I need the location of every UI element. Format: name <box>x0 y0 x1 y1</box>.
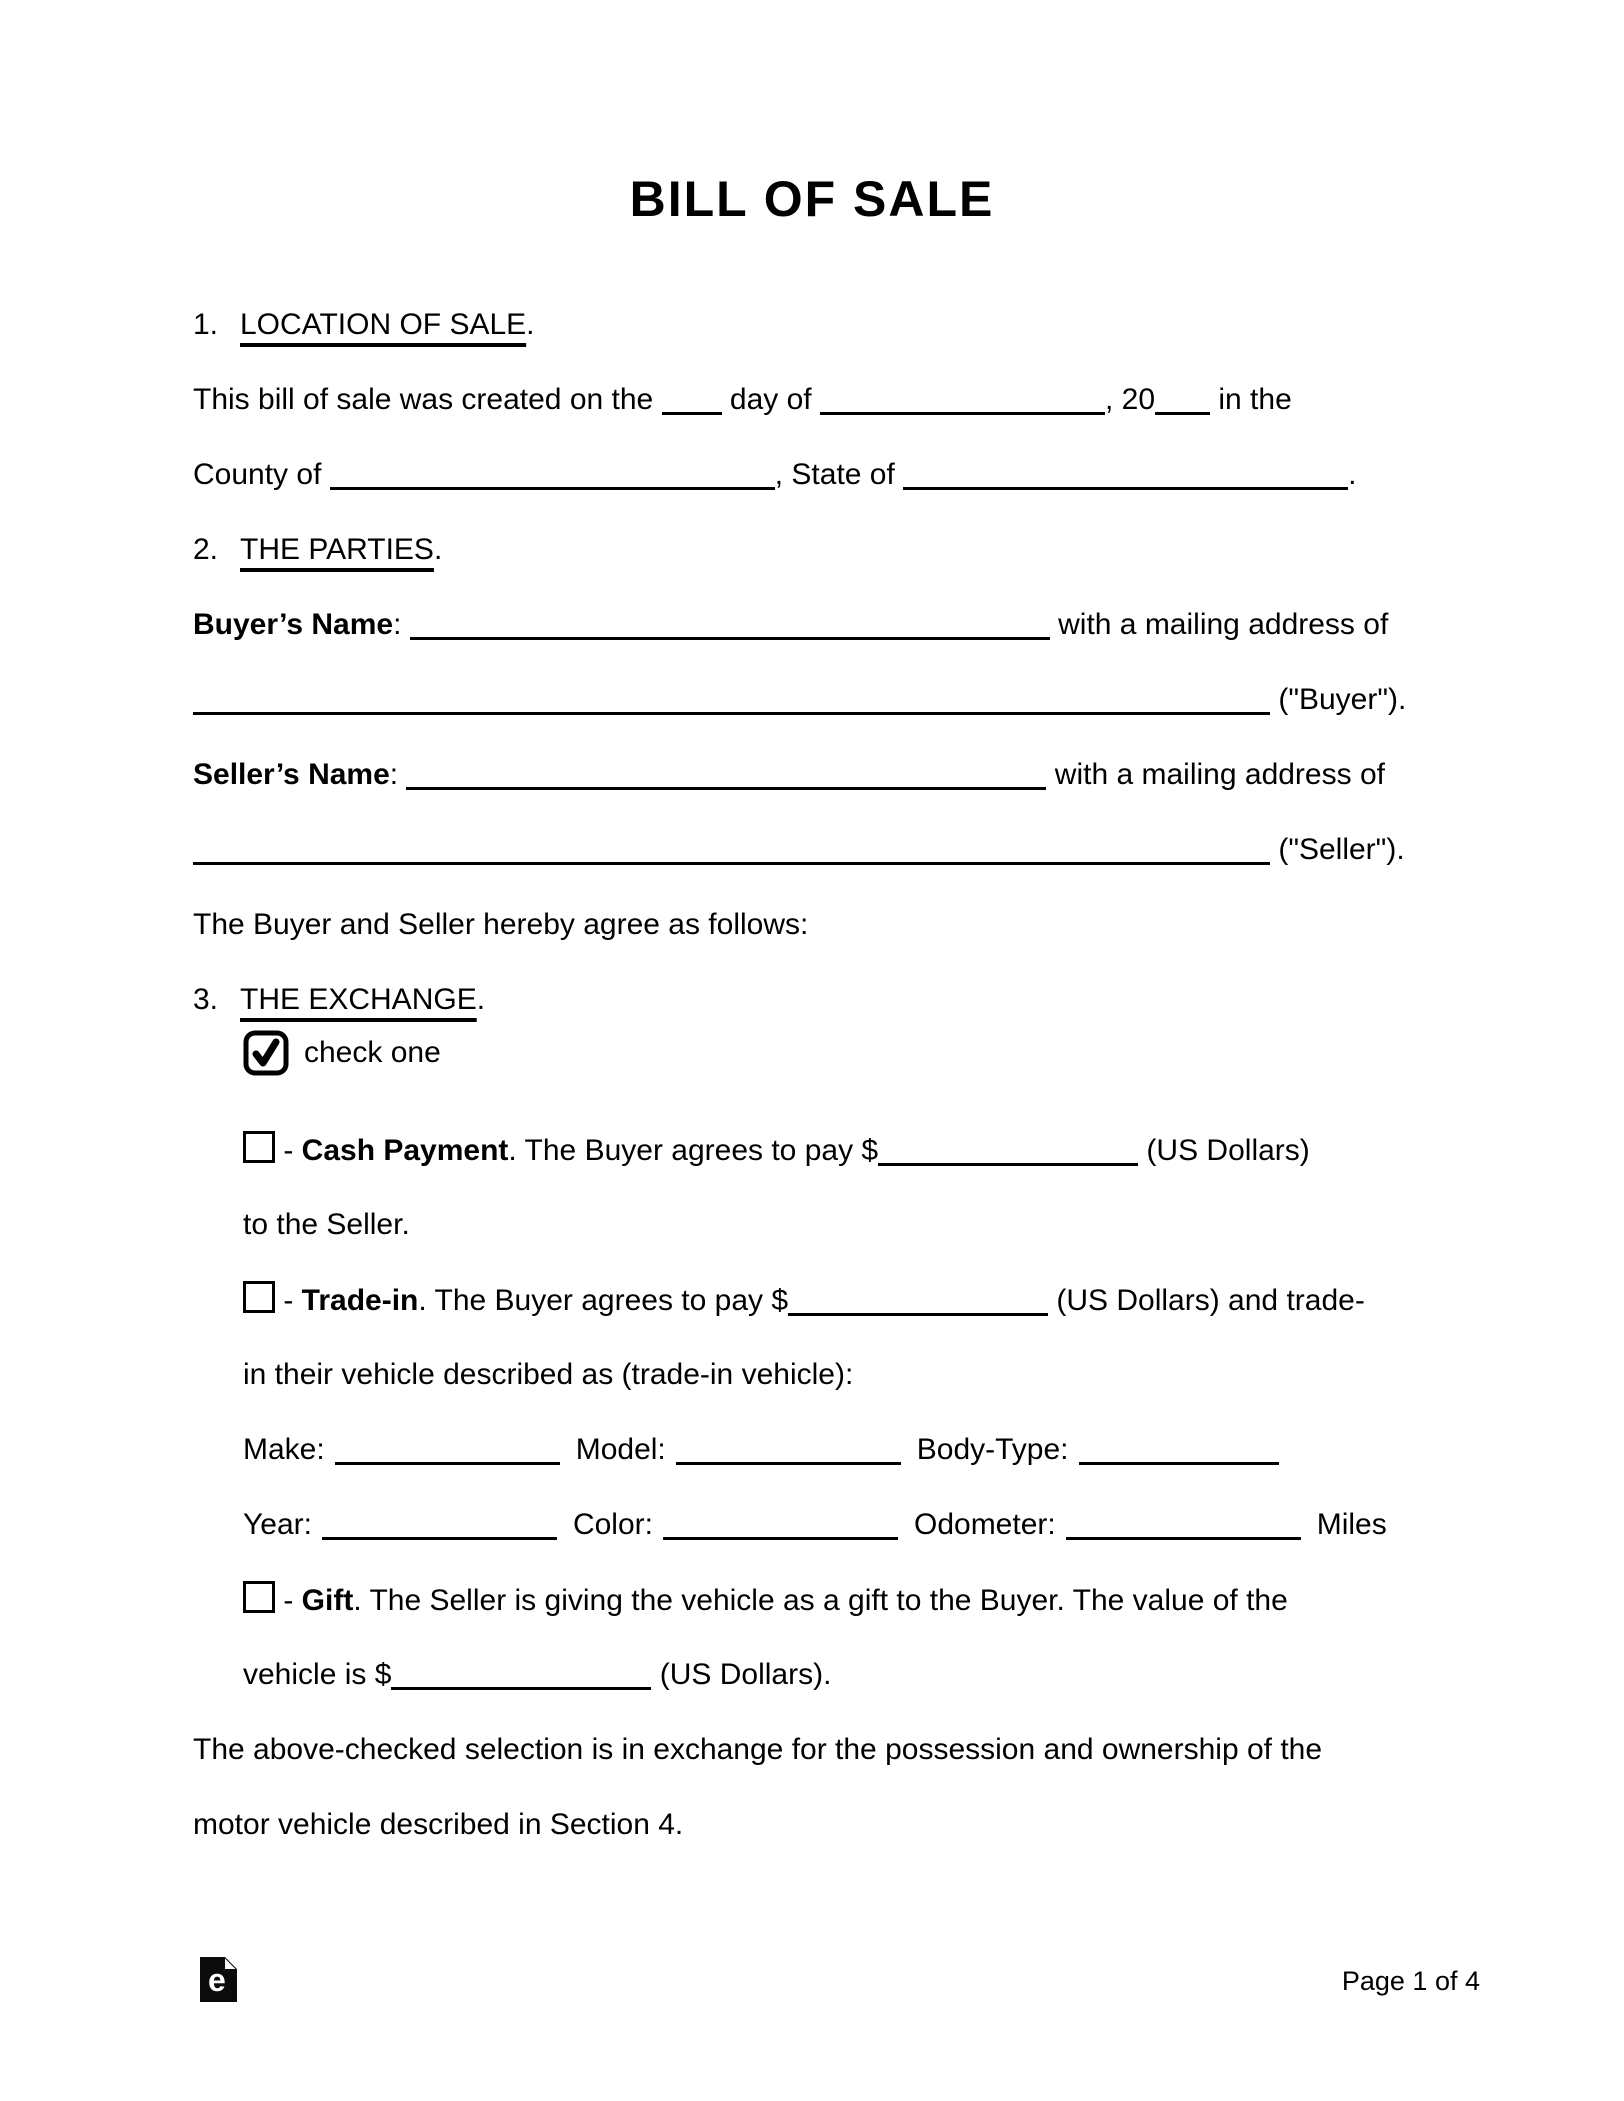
seller-mailing-text: with a mailing address of <box>1046 758 1385 791</box>
cash-text-1: . The Buyer agrees to pay $ <box>508 1134 879 1167</box>
gift-label: Gift <box>301 1584 354 1617</box>
trade-label: Trade-in <box>301 1284 419 1317</box>
seller-name-line <box>193 756 1385 794</box>
buyer-name-line <box>193 606 1388 644</box>
seller-address-blank[interactable] <box>193 858 1270 865</box>
trade-in-line <box>243 1281 1365 1320</box>
county-text: County of <box>193 458 330 491</box>
section3-heading-line <box>193 981 485 1019</box>
checked-checkbox-icon[interactable] <box>243 1030 289 1076</box>
trade-checkbox[interactable] <box>243 1281 275 1313</box>
vehicle-year-blank[interactable] <box>322 1533 557 1540</box>
buyer-mailing-text: with a mailing address of <box>1049 608 1389 641</box>
cash-prefix: - <box>275 1134 302 1167</box>
county-blank[interactable] <box>330 483 775 490</box>
make-label: Make: <box>243 1433 325 1466</box>
gift-amount-blank[interactable] <box>391 1683 651 1690</box>
buyer-address-line <box>193 681 1406 719</box>
odometer-label: Odometer: <box>913 1508 1056 1541</box>
model-label: Model: <box>575 1433 666 1466</box>
color-label: Color: <box>572 1508 653 1541</box>
svg-text:e: e <box>208 1962 226 1998</box>
buyer-address-blank[interactable] <box>193 708 1270 715</box>
buyer-name-blank[interactable] <box>410 633 1050 640</box>
cash-text-2: (US Dollars) <box>1138 1134 1310 1167</box>
seller-address-line <box>193 831 1405 869</box>
created-on-line <box>193 381 1292 419</box>
seller-name-colon: : <box>389 758 407 791</box>
cash-checkbox[interactable] <box>243 1131 275 1163</box>
page-title: BILL OF SALE <box>629 171 995 227</box>
trade-text-2: (US Dollars) and trade- <box>1048 1284 1365 1317</box>
section2-heading: THE PARTIES <box>240 533 434 566</box>
seller-name-blank[interactable] <box>406 783 1046 790</box>
color-blank[interactable] <box>663 1533 898 1540</box>
closing-line-1: The above-checked selection is in exchange for the possession and ownership of the <box>193 1733 1323 1766</box>
cash-amount-blank[interactable] <box>878 1159 1138 1166</box>
section2-heading-line <box>193 531 442 569</box>
page-indicator: Page 1 of 4 <box>1341 1966 1480 1996</box>
gift-text-3: (US Dollars). <box>651 1658 832 1691</box>
trade-prefix: - <box>275 1284 302 1317</box>
created-text-4: in the <box>1210 383 1292 416</box>
created-text-1: This bill of sale was created on the <box>193 383 662 416</box>
year-blank[interactable] <box>1155 408 1210 415</box>
seller-address-tail: ("Seller"). <box>1270 833 1405 866</box>
section1-number: 1. <box>193 308 219 341</box>
buyer-name-colon: : <box>393 608 410 641</box>
section1-heading: LOCATION OF SALE <box>240 308 527 341</box>
model-blank[interactable] <box>676 1458 901 1465</box>
closing-line-2: motor vehicle described in Section 4. <box>193 1808 684 1841</box>
trade-text-1: . The Buyer agrees to pay $ <box>418 1284 789 1317</box>
vehicle-row-2 <box>243 1506 1387 1544</box>
cash-label: Cash Payment <box>301 1134 509 1167</box>
body-type-label: Body-Type: <box>916 1433 1069 1466</box>
section3-heading-period: . <box>476 983 486 1016</box>
miles-label: Miles <box>1316 1508 1387 1541</box>
day-blank[interactable] <box>662 408 722 415</box>
created-text-2: day of <box>721 383 820 416</box>
check-one-label: check one <box>304 1036 441 1069</box>
trade-continuation-line: in their vehicle described as (trade-in vehicle): <box>243 1358 854 1391</box>
buyer-name-label: Buyer’s Name <box>193 608 394 641</box>
county-line-period: . <box>1348 458 1357 491</box>
agree-line: The Buyer and Seller hereby agree as follows: <box>193 908 809 941</box>
eforms-logo <box>200 1957 237 2002</box>
gift-line <box>243 1581 1288 1620</box>
month-blank[interactable] <box>820 408 1105 415</box>
county-state-line <box>193 456 1357 494</box>
section3-heading: THE EXCHANGE <box>240 983 477 1016</box>
gift-value-line <box>243 1656 831 1694</box>
created-text-3: , 20 <box>1104 383 1156 416</box>
section1-heading-line <box>193 306 535 344</box>
body-type-blank[interactable] <box>1079 1458 1279 1465</box>
gift-prefix: - <box>275 1584 302 1617</box>
gift-text-1: . The Seller is giving the vehicle as a gift to the Buyer. The value of the <box>353 1584 1288 1617</box>
vehicle-row-1 <box>243 1431 1295 1469</box>
section1-heading-period: . <box>526 308 535 341</box>
year-label: Year: <box>243 1508 312 1541</box>
seller-name-label: Seller’s Name <box>193 758 390 791</box>
section2-number: 2. <box>193 533 219 566</box>
check-one-row <box>243 1030 441 1076</box>
section2-heading-period: . <box>433 533 443 566</box>
state-blank[interactable] <box>903 483 1348 490</box>
make-blank[interactable] <box>335 1458 560 1465</box>
section3-number: 3. <box>193 983 219 1016</box>
cash-continuation-line: to the Seller. <box>243 1208 410 1241</box>
gift-checkbox[interactable] <box>243 1581 275 1613</box>
state-text: , State of <box>774 458 904 491</box>
gift-text-2: vehicle is $ <box>243 1658 392 1691</box>
cash-payment-line <box>243 1131 1310 1170</box>
odometer-blank[interactable] <box>1066 1533 1301 1540</box>
buyer-address-tail: ("Buyer"). <box>1270 683 1407 716</box>
trade-amount-blank[interactable] <box>788 1309 1048 1316</box>
